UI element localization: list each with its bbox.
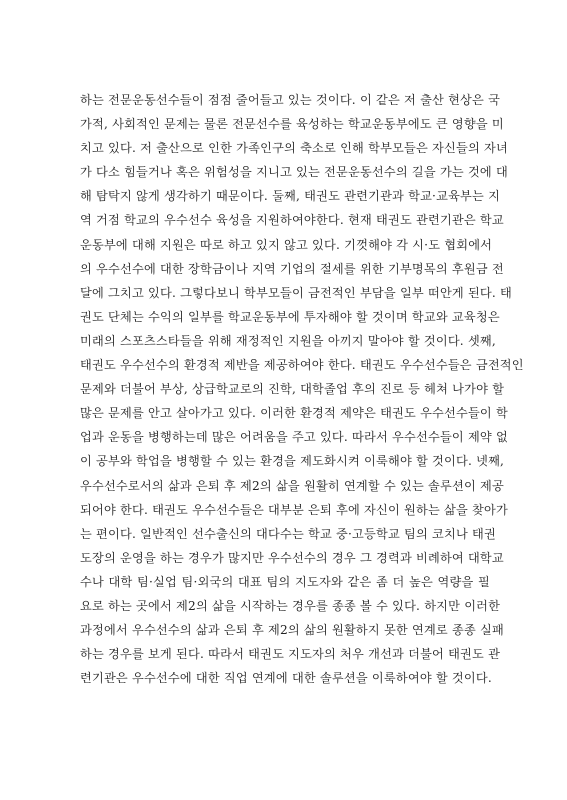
- text-line: 되어야 한다. 태권도 우수선수들은 대부분 은퇴 후에 자신이 원하는 삶을 찾아가: [80, 502, 508, 517]
- text-line: 권도 단체는 수익의 일부를 학교운동부에 투자해야 할 것이며 학교와 교육청은: [80, 309, 500, 324]
- text-line: 수나 대학 팀·실업 팀·외국의 대표 팀의 지도자와 같은 좀 더 높은 역량을 필: [80, 574, 490, 589]
- text-line: 가적, 사회적인 문제는 물론 전문선수를 육성하는 학교운동부에도 큰 영향을 미: [80, 117, 504, 132]
- text-line: 과정에서 우수선수의 삶과 은퇴 후 제2의 삶의 원활하지 못한 연계로 종종 실패: [80, 623, 504, 638]
- text-line: 는 편이다. 일반적인 선수출신의 대다수는 학교 중·고등학교 팀의 코치나 태권: [80, 526, 496, 541]
- text-line: 이 공부와 학업을 병행할 수 있는 환경을 제도화시켜 이룩해야 할 것이다. 넷째,: [80, 454, 505, 469]
- text-line: 우수선수로서의 삶과 은퇴 후 제2의 삶을 원활히 연계할 수 있는 솔루션이 제공: [80, 478, 504, 493]
- body-text: [80, 88, 524, 690]
- text-line: 해 탐탁지 않게 생각하기 때문이다. 둘째, 태권도 관련기관과 학교·교육부는 지: [80, 189, 501, 204]
- text-line: 미래의 스포츠스타들을 위해 재정적인 지원을 아끼지 말아야 할 것이다. 셋째,: [80, 333, 496, 348]
- text-line: 달에 그치고 있다. 그렇다보니 학부모들이 금전적인 부담을 일부 떠안게 된다. 태: [80, 285, 513, 300]
- text-line: 많은 문제를 안고 살아가고 있다. 이러한 환경적 제약은 태권도 우수선수들이 학: [80, 406, 508, 421]
- text-line: 업과 운동을 병행하는데 많은 어려움을 주고 있다. 따라서 우수선수들이 제약 없: [80, 430, 508, 445]
- text-line: 도장의 운영을 하는 경우가 많지만 우수선수의 경우 그 경력과 비례하여 대학교: [80, 550, 504, 565]
- text-line: 련기관은 우수선수에 대한 직업 연계에 대한 솔루션을 이룩하여야 할 것이다.: [80, 671, 492, 686]
- text-line: 역 거점 학교의 우수선수 육성을 지원하여야한다. 현재 태권도 관련기관은 학교: [80, 213, 504, 228]
- text-line: 하는 경우를 보게 된다. 따라서 태권도 지도자의 처우 개선과 더불어 태권도 관: [80, 647, 501, 662]
- text-line: 문제와 더불어 부상, 상급학교로의 진학, 대학졸업 후의 진로 등 헤쳐 나가야 할: [80, 382, 505, 397]
- text-line: 요로 하는 곳에서 제2의 삶을 시작하는 경우를 종종 볼 수 있다. 하지만 이러한: [80, 598, 501, 613]
- text-line: 하는 전문운동선수들이 점점 줄어들고 있는 것이다. 이 같은 저 출산 현상은 국: [80, 93, 501, 107]
- text-line: 의 우수선수에 대한 장학금이나 지역 기업의 절세를 위한 기부명목의 후원금 전: [80, 261, 504, 276]
- text-line: 태권도 우수선수의 환경적 제반을 제공하여야 한다. 태권도 우수선수들은 금전적인: [80, 358, 524, 373]
- text-line: 가 다소 힘들거나 혹은 위험성을 지니고 있는 전문운동선수의 길을 가는 것에 대: [80, 165, 508, 180]
- text-line: 치고 있다. 저 출산으로 인한 가족인구의 축소로 인해 학부모들은 자신들의 자녀: [80, 141, 508, 156]
- text-line: 운동부에 대해 지원은 따로 하고 있지 않고 있다. 기껏해야 각 시·도 협회에서: [80, 237, 493, 252]
